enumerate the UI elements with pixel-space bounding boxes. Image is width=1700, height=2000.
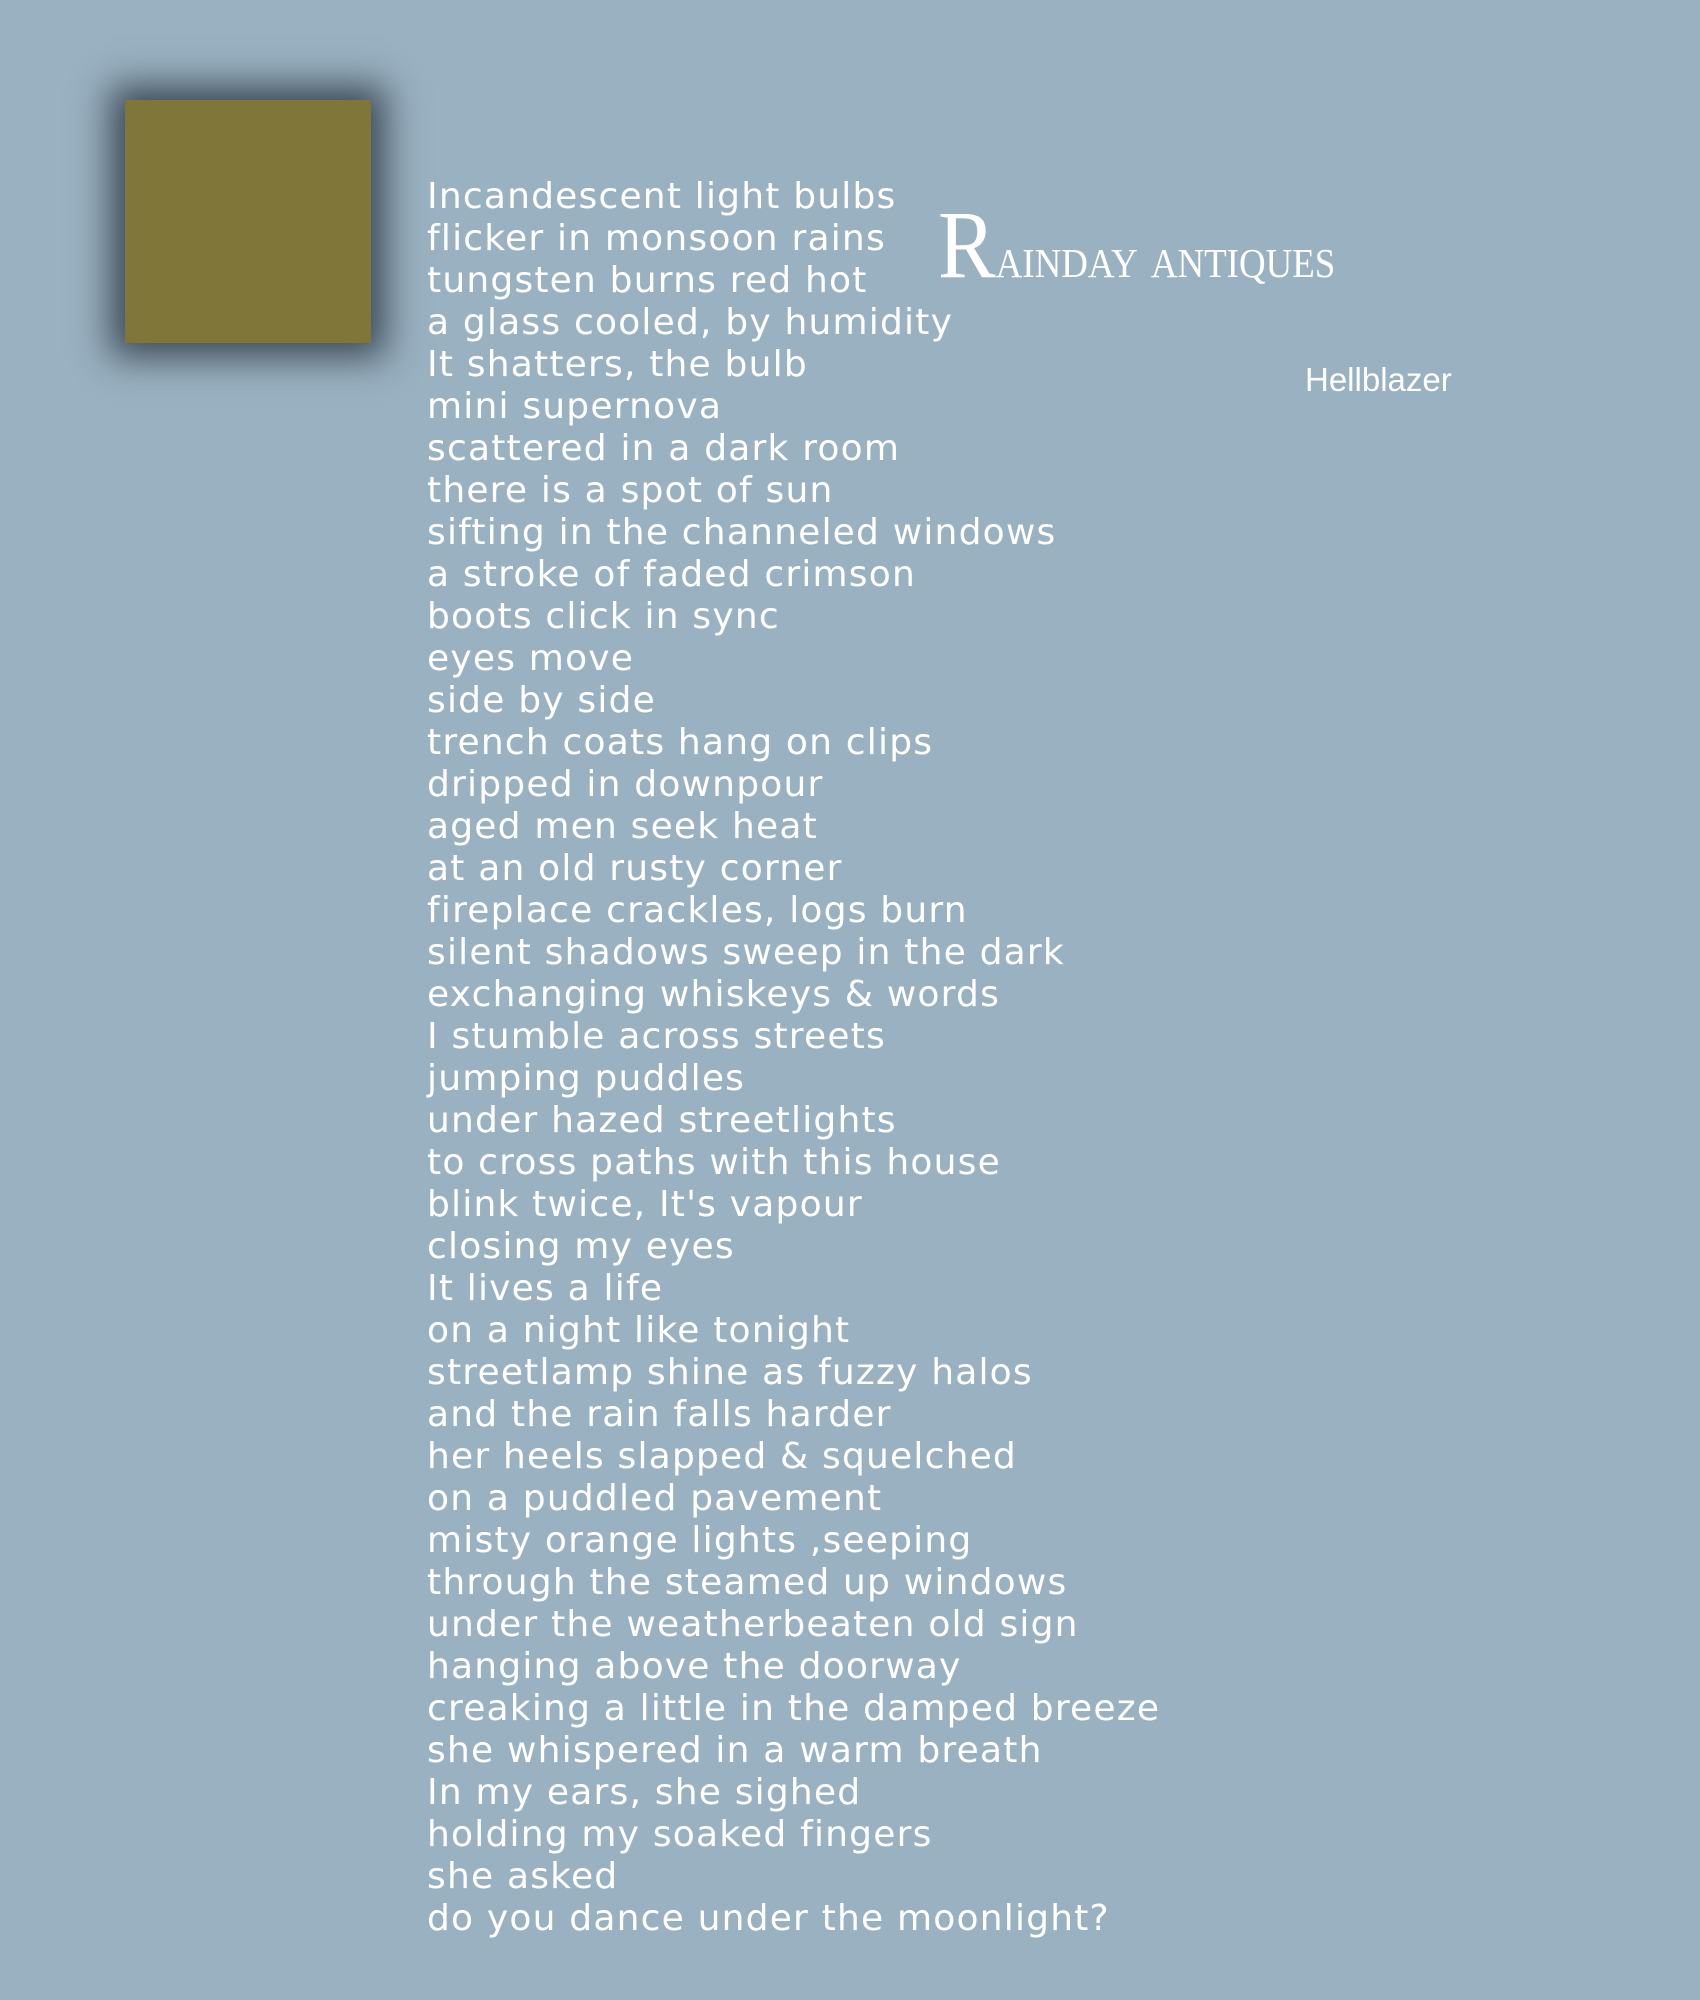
poem-line: she whispered in a warm breath [427,1730,1043,1771]
poem-line: misty orange lights ,seeping [427,1520,973,1561]
poem-line: on a puddled pavement [427,1478,883,1519]
poem-line: blink twice, It's vapour [427,1184,863,1225]
poem-line: boots click in sync [427,596,780,637]
poem-line: under hazed streetlights [427,1100,897,1141]
poem-line: hanging above the doorway [427,1646,962,1687]
poem-line: exchanging whiskeys & words [427,974,1001,1015]
poem-line: silent shadows sweep in the dark [427,932,1065,973]
poem-line: dripped in downpour [427,764,824,805]
poem-line: eyes move [427,638,635,679]
poem-line: fireplace crackles, logs burn [427,890,968,931]
poem-line: mini supernova [427,386,723,427]
poem-line: a stroke of faded crimson [427,554,916,595]
poem-line: side by side [427,680,656,721]
poem-line: Incandescent light bulbs [427,176,897,217]
poem-body [427,176,1427,1940]
poem-line: there is a spot of sun [427,470,834,511]
poem-line: creaking a little in the damped breeze [427,1688,1161,1729]
title-rest: ainday antiques [995,225,1336,290]
poem-line: I stumble across streets [427,1016,886,1057]
title-initial-cap: R [938,191,996,298]
poem-line: she asked [427,1856,619,1897]
poem-line: holding my soaked fingers [427,1814,933,1855]
poem-line: sifting in the channeled windows [427,512,1057,553]
olive-color-swatch [125,100,371,343]
poem-line: scattered in a dark room [427,428,901,469]
poem-line: through the steamed up windows [427,1562,1068,1603]
poem-line: to cross paths with this house [427,1142,1001,1183]
poem-line: do you dance under the moonlight? [427,1898,1110,1939]
poem-line: her heels slapped & squelched [427,1436,1017,1477]
poem-line: flicker in monsoon rains [427,218,886,259]
poem-line: It lives a life [427,1268,664,1309]
poem-line: It shatters, the bulb [427,344,808,385]
poem-line: on a night like tonight [427,1310,851,1351]
poem-line: aged men seek heat [427,806,818,847]
poem-line: a glass cooled, by humidity [427,302,954,343]
poem-line: trench coats hang on clips [427,722,934,763]
poem-line: and the rain falls harder [427,1394,892,1435]
poem-line: closing my eyes [427,1226,735,1267]
author-name: Hellblazer [1305,361,1452,398]
poem-line: In my ears, she sighed [427,1772,862,1813]
poem-line: tungsten burns red hot [427,260,868,301]
poem-line: under the weatherbeaten old sign [427,1604,1079,1645]
poem-line: jumping puddles [427,1058,746,1099]
poem-line: streetlamp shine as fuzzy halos [427,1352,1033,1393]
poem-line: at an old rusty corner [427,848,843,889]
